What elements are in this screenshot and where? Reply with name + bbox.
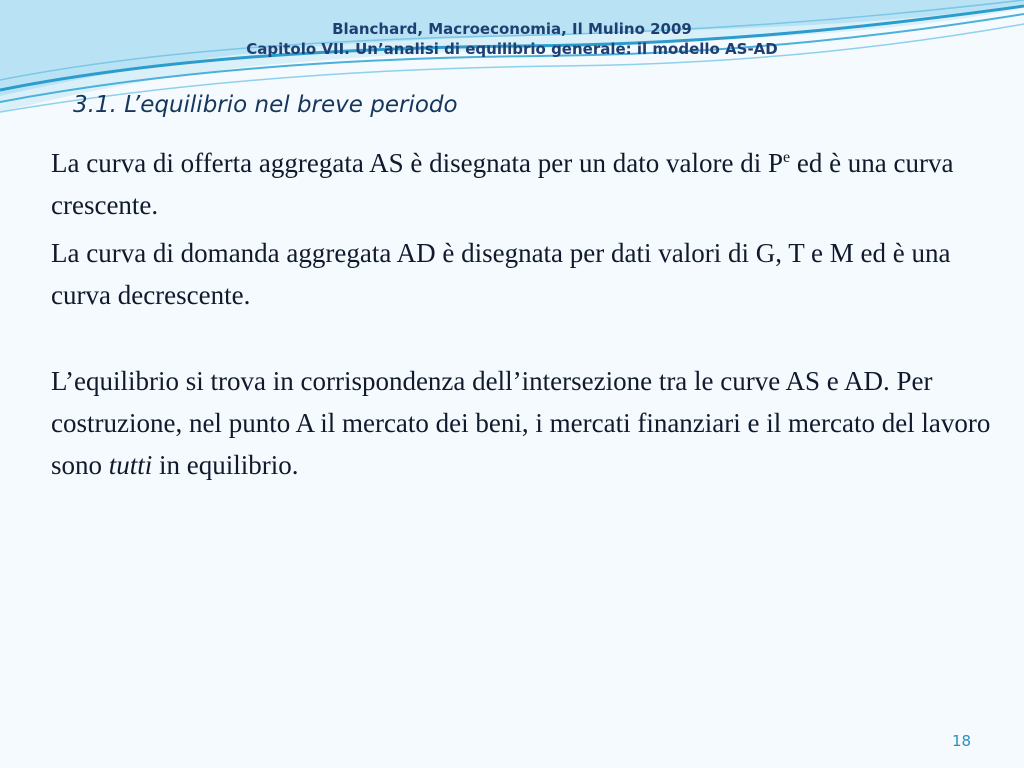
paragraph-text: La curva di offerta aggregata AS è disegnata per un dato valore di P bbox=[51, 148, 783, 178]
slide-header bbox=[0, 19, 1024, 59]
paragraph-text: L’equilibrio si trova in corrispondenza dell’intersezione tra le curve AS e AD. Per costruzione, nel punto A il mercato dei beni, i mercati finanziari e il mercato del lavoro sono bbox=[51, 366, 991, 480]
slide-title: 3.1. L’equilibrio nel breve periodo bbox=[73, 92, 458, 118]
superscript-e: e bbox=[782, 149, 791, 166]
paragraph-equilibrium bbox=[51, 360, 996, 486]
paragraph-text: ed è una curva crescente. bbox=[51, 148, 954, 220]
paragraph-aggregate-supply bbox=[51, 142, 996, 226]
slide-body bbox=[51, 142, 996, 486]
header-chapter-title: Capitolo VII. Un’analisi di equilibrio generale: il modello AS-AD bbox=[246, 40, 778, 58]
paragraph-aggregate-demand: La curva di domanda aggregata AD è disegnata per dati valori di G, T e M ed è una curva decrescente. bbox=[51, 238, 951, 310]
italic-emphasis: tutti bbox=[108, 450, 153, 480]
paragraph-spacer bbox=[51, 316, 996, 360]
paragraph-text: in equilibrio. bbox=[152, 450, 299, 480]
page-number: 18 bbox=[952, 732, 972, 750]
header-book-reference: Blanchard, Macroeconomia, Il Mulino 2009 bbox=[332, 20, 692, 38]
